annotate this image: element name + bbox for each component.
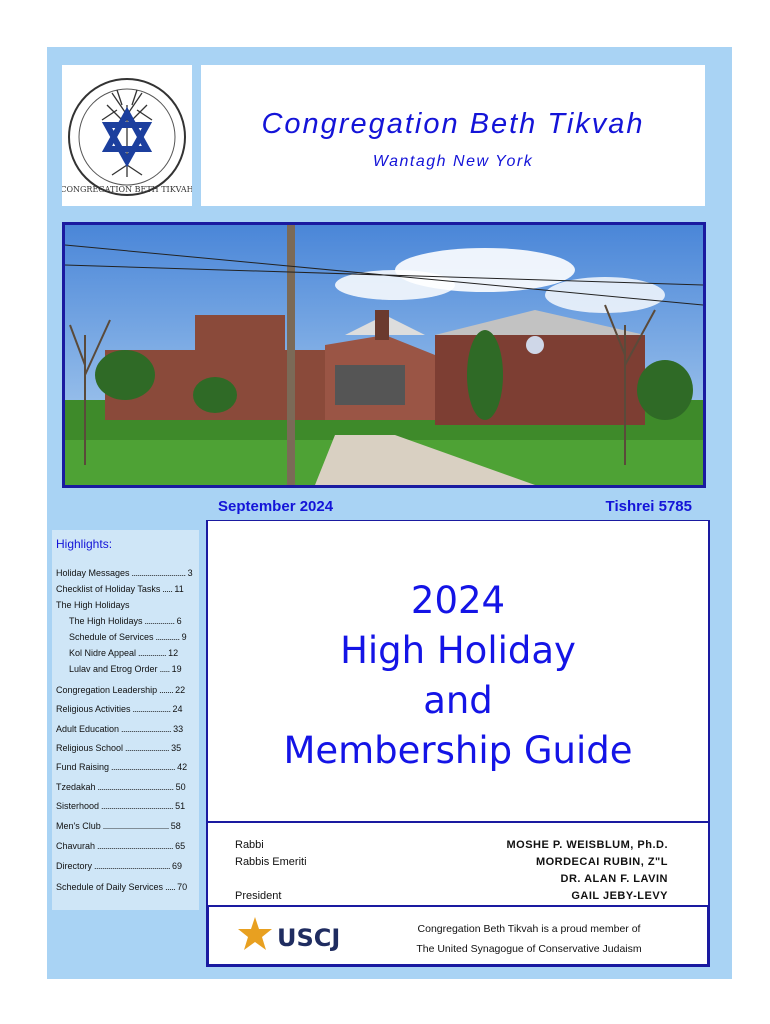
highlight-label: Congregation Leadership xyxy=(56,685,158,695)
highlight-item xyxy=(56,568,193,578)
highlight-label: Holiday Messages xyxy=(56,568,130,578)
highlight-page: 69 xyxy=(172,861,183,871)
highlight-label: Religious Activities xyxy=(56,704,131,714)
highlight-page: 9 xyxy=(181,632,187,642)
guide-title-line: and xyxy=(423,679,493,722)
highlight-page: 70 xyxy=(177,882,188,892)
highlight-item xyxy=(56,584,184,594)
highlight-item xyxy=(56,782,186,792)
highlight-item xyxy=(56,724,183,734)
highlight-page: 65 xyxy=(175,841,186,851)
highlight-item xyxy=(56,762,187,772)
highlight-item xyxy=(56,821,181,831)
highlight-item xyxy=(56,743,181,753)
logo-text: CONGREGATION BETH TIKVAH xyxy=(62,185,192,194)
highlight-page: 33 xyxy=(173,724,184,734)
highlight-page: 12 xyxy=(168,648,179,658)
highlight-label: Sisterhood xyxy=(56,801,100,811)
highlight-page: 22 xyxy=(175,685,186,695)
highlight-label: The High Holidays xyxy=(69,616,143,626)
membership-line: The United Synagogue of Conservative Judaism xyxy=(416,943,642,955)
highlight-leader-dots: .............. xyxy=(136,648,169,658)
highlight-page: 6 xyxy=(176,616,182,626)
highlight-item xyxy=(56,882,187,892)
highlight-leader-dots: ...................... xyxy=(123,743,172,753)
highlight-leader-dots: ............... xyxy=(142,616,177,626)
guide-title xyxy=(208,576,708,776)
date-bar xyxy=(206,492,710,522)
page-subtitle: Wantagh New York xyxy=(372,153,534,170)
highlight-item xyxy=(56,801,185,811)
highlight-leader-dots: ........................... xyxy=(129,568,188,578)
highlights-title: Highlights: xyxy=(56,537,113,551)
highlight-leader-dots: ..... xyxy=(160,584,175,594)
membership-line: Congregation Beth Tikvah is a proud member of xyxy=(417,923,641,935)
emeritus-name: MORDECAI RUBIN, Z"L xyxy=(535,856,668,868)
hebrew-date: Tishrei 5785 xyxy=(605,498,692,515)
highlight-label: Chavurah xyxy=(56,841,96,851)
highlight-label: Men's Club xyxy=(56,821,101,831)
guide-title-line: Membership Guide xyxy=(283,729,633,772)
congregation-logo xyxy=(62,65,192,206)
highlight-item xyxy=(56,704,183,714)
emeriti-label: Rabbis Emeriti xyxy=(235,856,307,868)
highlight-leader-dots: ...................................... xyxy=(95,782,176,792)
highlight-leader-dots: ....... xyxy=(157,685,176,695)
highlight-item xyxy=(56,685,185,695)
highlight-leader-dots: ..... xyxy=(157,664,172,674)
emeritus-name: DR. ALAN F. LAVIN xyxy=(560,873,668,885)
synagogue-photo xyxy=(62,222,706,488)
highlight-page: 3 xyxy=(187,568,193,578)
guide-title-line: 2024 xyxy=(410,579,506,622)
highlight-label: Religious School xyxy=(56,743,124,753)
highlight-item xyxy=(69,664,182,674)
highlight-label: Checklist of Holiday Tasks xyxy=(56,584,161,594)
page-title: Congregation Beth Tikvah xyxy=(261,108,645,140)
highlight-label: Directory xyxy=(56,861,93,871)
highlight-item xyxy=(56,600,130,610)
highlight-leader-dots: ............ xyxy=(153,632,182,642)
highlight-item xyxy=(69,616,182,626)
highlight-item xyxy=(69,648,178,658)
president-name: GAIL JEBY-LEVY xyxy=(571,890,668,902)
highlight-item xyxy=(56,861,182,871)
president-label: President xyxy=(235,890,282,902)
highlight-page: 58 xyxy=(170,821,181,831)
highlight-leader-dots: ..... xyxy=(163,882,178,892)
rabbi-label: Rabbi xyxy=(235,839,264,851)
highlights-box xyxy=(52,530,199,910)
highlight-page: 35 xyxy=(171,743,182,753)
highlight-page: 24 xyxy=(172,704,183,714)
highlight-leader-dots: ......................... xyxy=(119,724,174,734)
highlight-leader-dots: ................................. xyxy=(100,821,171,831)
highlight-leader-dots: .................................... xyxy=(99,801,176,811)
highlight-label: Schedule of Daily Services xyxy=(56,882,164,892)
highlight-leader-dots: ................... xyxy=(130,704,173,714)
highlight-item xyxy=(69,632,187,642)
highlight-leader-dots: ................................ xyxy=(109,762,178,772)
rabbi-name: MOSHE P. WEISBLUM, Ph.D. xyxy=(506,839,668,851)
leadership-box xyxy=(206,821,710,907)
membership-box xyxy=(206,907,710,967)
membership-text xyxy=(369,919,689,959)
svg-text:USCJ: USCJ xyxy=(277,924,341,952)
highlight-leader-dots: ...................................... xyxy=(92,861,173,871)
highlight-page: 50 xyxy=(175,782,186,792)
highlight-item xyxy=(56,841,185,851)
highlight-label: Adult Education xyxy=(56,724,120,734)
highlight-label: The High Holidays xyxy=(56,600,130,610)
highlight-leader-dots: ...................................... xyxy=(95,841,176,851)
highlight-label: Fund Raising xyxy=(56,762,110,772)
highlight-page: 42 xyxy=(177,762,188,772)
highlight-label: Kol Nidre Appeal xyxy=(69,648,137,658)
highlight-label: Schedule of Services xyxy=(69,632,154,642)
header xyxy=(201,65,705,206)
uscj-logo xyxy=(235,913,343,957)
highlight-label: Lulav and Etrog Order xyxy=(69,664,158,674)
highlight-page: 19 xyxy=(171,664,182,674)
gregorian-date: September 2024 xyxy=(218,498,334,515)
guide-title-line: High Holiday xyxy=(340,629,576,672)
highlight-page: 51 xyxy=(175,801,186,811)
highlight-page: 11 xyxy=(174,584,184,594)
highlight-label: Tzedakah xyxy=(56,782,96,792)
main-panel xyxy=(206,521,710,821)
